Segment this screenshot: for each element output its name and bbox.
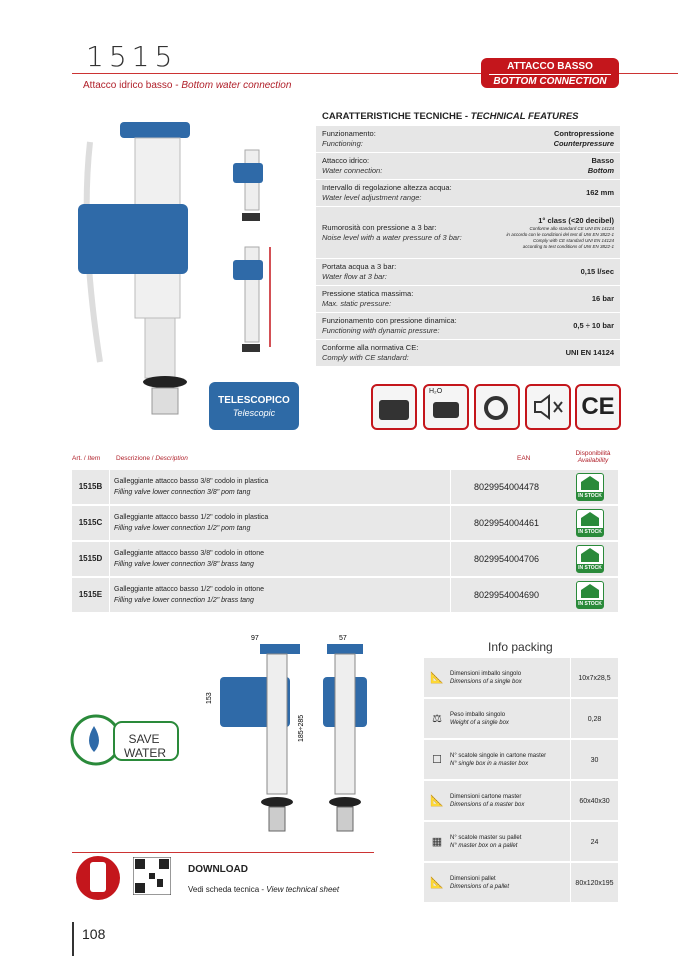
qr-code[interactable] [133,857,171,895]
spec-row: Pressione statica massima: Max. static pressure: 16 bar [316,286,620,313]
water-level-icon: H₂O [423,384,469,430]
item-ean: 8029954004461 [450,506,562,540]
cm-icon: 📐 [430,877,444,889]
cm-icon: 📐 [430,672,444,684]
spec-row: Conforme alla normativa CE: Comply with CE standard: UNI EN 14124 [316,340,620,367]
packing-row: ▦ N° scatole master su pallet N° master box on a pallet 24 [424,822,618,863]
product-photo [70,112,200,422]
product-row[interactable] [72,506,618,540]
connection-badge: ATTACCO BASSO BOTTOM CONNECTION [481,58,619,88]
product-small-1 [230,145,275,225]
cistern-icon [371,384,417,430]
spec-row: Portata acqua a 3 bar: Water flow at 3 bar: 0,15 l/sec [316,259,620,286]
phone-scan-icon [72,852,127,902]
item-code: 1515E [72,578,110,612]
packing-row: ⚖ Peso imballo singolo Weight of a single box 0,28 [424,699,618,740]
download-title[interactable]: DOWNLOAD [188,864,248,875]
packing-table [424,658,618,904]
item-ean: 8029954004690 [450,578,562,612]
spec-row: Intervallo di regolazione altezza acqua: Water level adjustment range: 162 mm [316,180,620,207]
product-row[interactable] [72,542,618,576]
item-description: Galleggiante attacco basso 3/8" codolo in plastica Filling valve lower connection 3/8" pom tang [114,478,269,496]
packing-row: 📐 Dimensioni cartone master Dimensions of a master box 60x40x30 [424,781,618,822]
header-ean: EAN [517,455,531,462]
svg-text:185÷285: 185÷285 [298,714,305,742]
cm-icon: 📐 [430,795,444,807]
spec-title: CARATTERISTICHE TECNICHE - TECHNICAL FEATURES [322,111,579,122]
model-title: 1515 [86,40,178,73]
spec-row: Funzionamento con pressione dinamica: Functioning with dynamic pressure: 0,5 ÷ 10 bar [316,313,620,340]
box-icon: ☐ [432,754,442,766]
item-ean: 8029954004706 [450,542,562,576]
technical-drawing [205,632,375,837]
spec-row: Attacco idrico: Water connection: Basso Bottom [316,153,620,180]
item-description: Galleggiante attacco basso 1/2" codolo in plastica Filling valve lower connection 1/2" pom tang [114,514,269,532]
in-stock-icon: IN STOCK [576,509,604,537]
svg-text:97: 97 [251,635,259,642]
download-link[interactable]: Vedi scheda tecnica - View technical sheet [188,885,340,894]
product-small-2 [230,242,275,357]
packing-row: ☐ N° scatole singole in cartone master N° single box in a master box 30 [424,740,618,781]
item-code: 1515B [72,470,110,504]
spec-row: Funzionamento: Functioning: Contropressione Counterpressure [316,126,620,153]
packing-row: 📐 Dimensioni imballo singolo Dimensions of a single box 10x7x28,5 [424,658,618,699]
in-stock-icon: IN STOCK [576,581,604,609]
tape-measure-icon [474,384,520,430]
ce-mark-icon: CE [575,384,621,430]
svg-text:57: 57 [339,635,347,642]
header-item: Art. / Item [72,455,101,462]
spec-row: Rumorosità con pressione a 3 bar: Noise level with a water pressure of 3 bar: 1° class (<20 decibel) Conforme allo standard CE UNI EN 14124 in accordo con le condizioni del test di UNI EN 3822-1 Comply with CE standard UNI EN 14124 according to test conditions of UNI EN 3822-1 [316,207,620,259]
item-description: Galleggiante attacco basso 1/2" codolo in ottone Filling valve lower connection 1/2" brass tang [114,586,264,604]
item-code: 1515C [72,506,110,540]
svg-text:153: 153 [206,692,213,704]
spec-table [316,126,620,367]
product-row[interactable] [72,578,618,612]
item-ean: 8029954004478 [450,470,562,504]
in-stock-icon: IN STOCK [576,545,604,573]
kg-icon: ⚖ [432,713,442,725]
in-stock-icon: IN STOCK [576,473,604,501]
pallet-icon: ▦ [431,836,443,848]
item-description: Galleggiante attacco basso 3/8" codolo in ottone Filling valve lower connection 3/8" brass tang [114,550,264,568]
telescopic-badge: TELESCOPICO Telescopic [209,382,299,430]
packing-row: 📐 Dimensioni pallet Dimensions of a pallet 80x120x195 [424,863,618,904]
page-number: 108 [82,926,106,942]
page-bar [72,922,74,956]
silent-icon [525,384,571,430]
save-water-text: SAVE WATER [124,732,166,760]
packing-title: Info packing [488,640,553,654]
header-description: Descrizione / Description [116,455,188,462]
product-row[interactable] [72,470,618,504]
header-availability: Disponibilità Availability [575,450,611,464]
item-code: 1515D [72,542,110,576]
subtitle: Attacco idrico basso - Bottom water connection [83,80,292,91]
